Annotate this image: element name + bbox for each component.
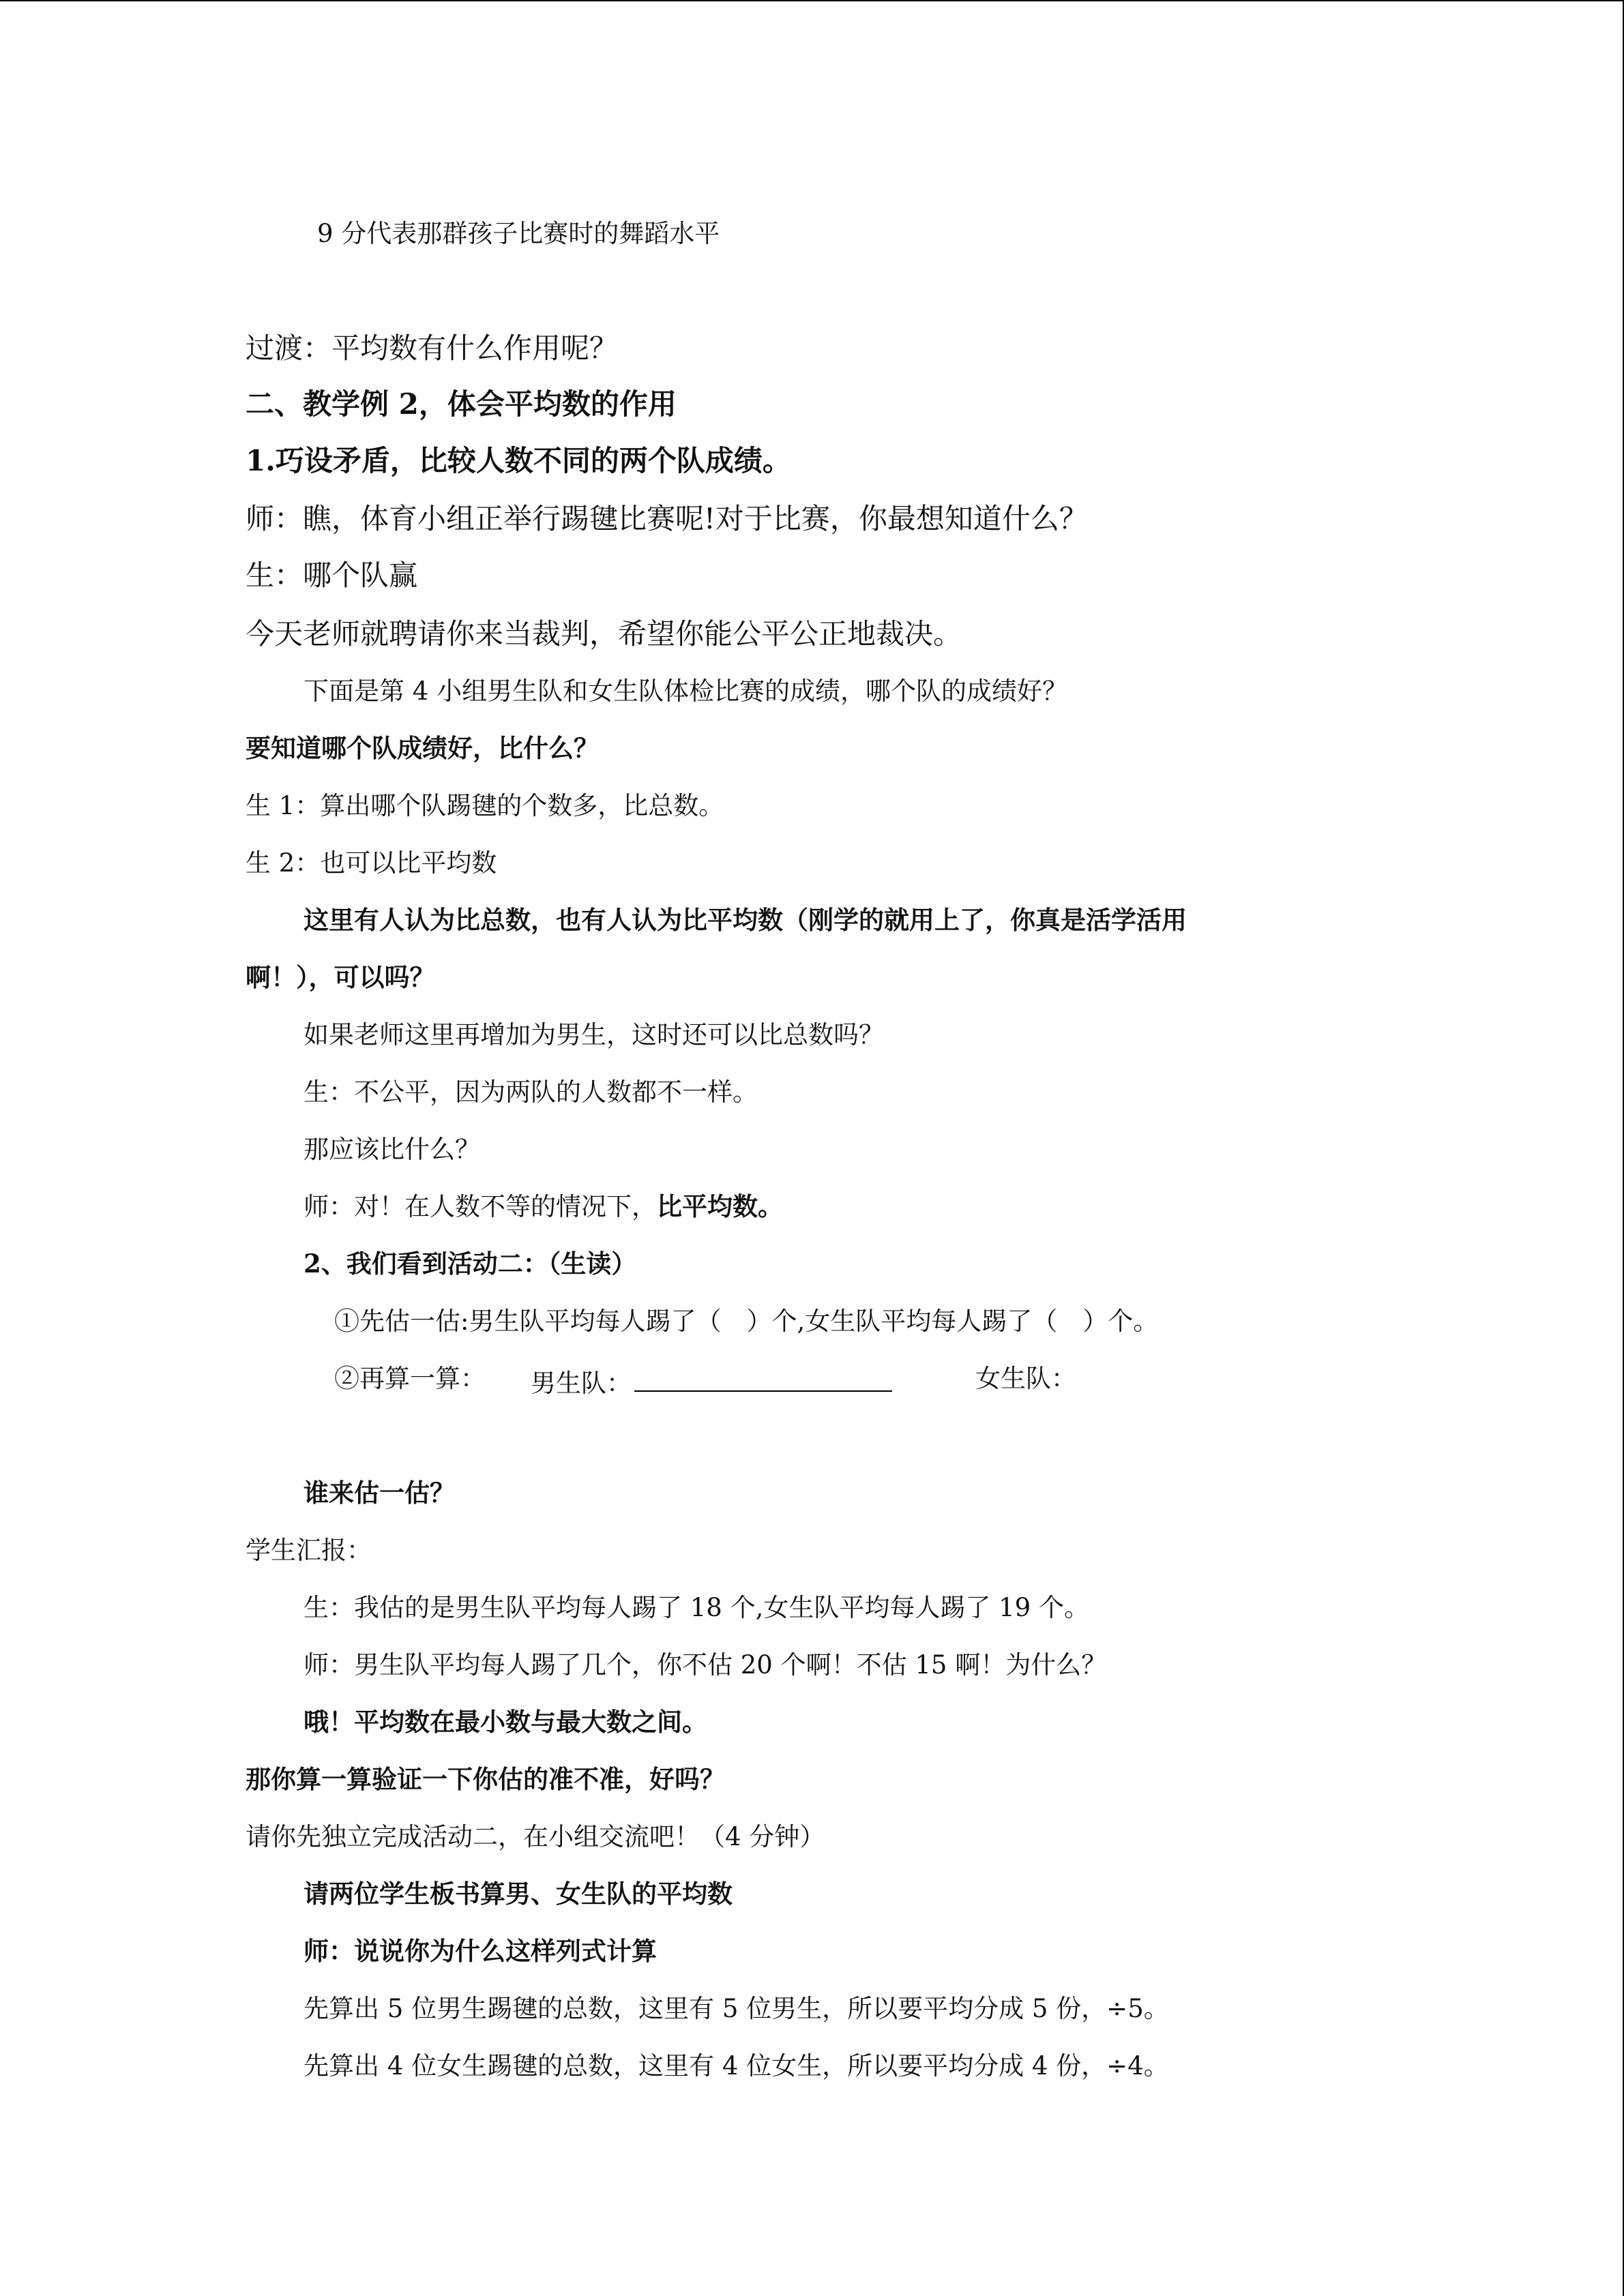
text-line: 今天老师就聘请你来当裁判，希望你能公平公正地裁决。	[246, 617, 962, 651]
text-line: 先算出 4 位女生踢毽的总数，这里有 4 位女生，所以要平均分成 4 份，÷4。	[304, 2051, 1169, 2081]
text-line: 请你先独立完成活动二，在小组交流吧！（4 分钟）	[246, 1822, 825, 1851]
text-line: ①先估一估:男生队平均每人踢了（ ）个,女生队平均每人踢了（ ）个。	[334, 1307, 1159, 1336]
answer-blank-line	[634, 1366, 892, 1392]
text-line-bold: 要知道哪个队成绩好，比什么？	[246, 733, 599, 763]
text-line: 过渡：平均数有什么作用呢？	[246, 331, 619, 365]
subsection-heading: 1.巧设矛盾，比较人数不同的两个队成绩。	[246, 444, 791, 477]
text-line-bold: 那你算一算验证一下你估的准不准，好吗？	[246, 1764, 725, 1794]
text-line: 生 2：也可以比平均数	[246, 848, 497, 878]
section-heading: 二、教学例 2，体会平均数的作用	[246, 387, 677, 421]
text-line: 先算出 5 位男生踢毽的总数，这里有 5 位男生，所以要平均分成 5 份，÷5。	[304, 1994, 1169, 2023]
text-line-bold: 2、我们看到活动二：（生读）	[304, 1249, 637, 1279]
boys-team-label: 男生队：	[531, 1369, 632, 1398]
text-line: 那应该比什么？	[304, 1135, 480, 1164]
text-line: 学生汇报：	[246, 1536, 372, 1565]
girls-team-label: 女生队：	[975, 1364, 1076, 1393]
text-line-bold: 这里有人认为比总数，也有人认为比平均数（刚学的就用上了，你真是活学活用	[304, 905, 1187, 935]
text-line: 生：哪个队赢	[246, 558, 418, 592]
text-line: 生：我估的是男生队平均每人踢了 18 个,女生队平均每人踢了 19 个。	[304, 1593, 1089, 1622]
text-line: 师：瞧，体育小组正举行踢毽比赛呢!对于比赛，你最想知道什么？	[246, 502, 1088, 535]
text-segment-bold: 比平均数。	[657, 1191, 783, 1221]
text-line	[304, 1191, 783, 1221]
text-line: 生 1：算出哪个队踢毽的个数多，比总数。	[246, 791, 724, 820]
text-line: 9 分代表那群孩子比赛时的舞蹈水平	[317, 219, 720, 248]
text-line-bold: 哦！平均数在最小数与最大数之间。	[304, 1707, 707, 1737]
text-line: 下面是第 4 小组男生队和女生队体检比赛的成绩，哪个队的成绩好？	[304, 676, 1068, 706]
text-line: 生：不公平，因为两队的人数都不一样。	[304, 1077, 758, 1107]
text-line-bold: 啊！），可以吗？	[246, 962, 435, 992]
text-line: 如果老师这里再增加为男生，这时还可以比总数吗？	[304, 1020, 884, 1049]
text-line: 师：男生队平均每人踢了几个，你不估 20 个啊！不估 15 啊！为什么？	[304, 1650, 1107, 1680]
boys-answer-field	[531, 1366, 892, 1396]
text-line-bold: 谁来估一估？	[304, 1478, 455, 1508]
text-line: ②再算一算：	[334, 1364, 486, 1393]
text-line-bold: 请两位学生板书算男、女生队的平均数	[304, 1879, 733, 1909]
text-line-bold: 师：说说你为什么这样列式计算	[304, 1936, 657, 1966]
text-segment: 师：对！在人数不等的情况下，	[304, 1192, 657, 1221]
